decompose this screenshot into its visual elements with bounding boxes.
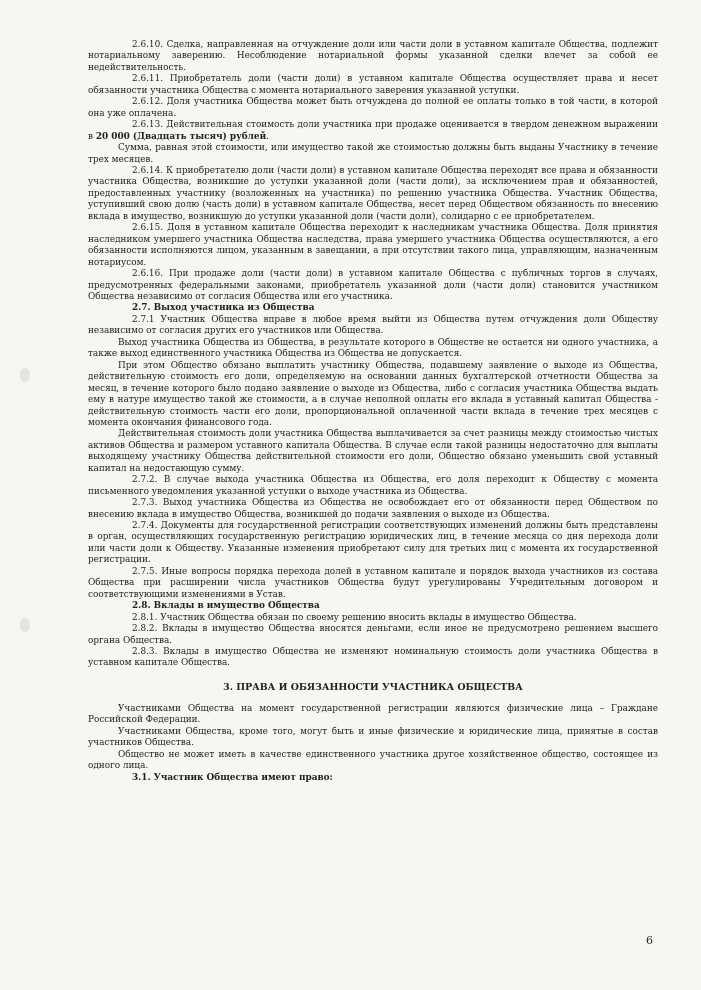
paragraph-text: 2.6.13. Действительная стоимость доли участника при продаже оценивается в твердом денежном выражении в (88, 120, 658, 142)
paragraph-text: При этом Общество обязано выплатить участнику Общества, подавшему заявление о выходе из Общества, действительную стоимость его доли, определяемую на основании данных бухгалтерской отчетности Общества за месяц, в течение которого было подано заявление о выходе из Общества, либо с согласия участника Общества выдать ему в натуре имущество такой же стоимости, а в случае неполной оплаты его вклада в уставный капитал Общества - действительную стоимость части его доли, пропорциональной оплаченной части вклада в течение трех месяцев с момента окончания финансового года. (88, 360, 658, 428)
subsection-heading (88, 601, 658, 612)
subsection-heading (88, 303, 658, 314)
paragraph-text: 3. ПРАВА И ОБЯЗАННОСТИ УЧАСТНИКА ОБЩЕСТВА (223, 681, 523, 693)
paragraph (88, 567, 658, 601)
paragraph (88, 624, 658, 647)
punch-hole-mark (20, 618, 30, 632)
paragraph (88, 166, 658, 223)
paragraph-text: 2.6.11. Приобретатель доли (части доли) в уставном капитале Общества осуществляет права и несет обязанности участника Общества с момента нотариального заверения указанной уступки. (88, 74, 658, 96)
paragraph (88, 475, 658, 498)
paragraph (88, 498, 658, 521)
paragraph (88, 97, 658, 120)
paragraph (88, 269, 658, 303)
paragraph (88, 727, 658, 750)
paragraph (88, 74, 658, 97)
paragraph (88, 315, 658, 338)
paragraph (88, 521, 658, 567)
paragraph-text: 2.7.4. Документы для государственной регистрации соответствующих изменений должны быть представлены в орган, осуществляющих государственную регистрацию юридических лиц, в течение месяца со дня перехода доли или части доли к Обществу. Указанные изменения приобретают силу для третьих лиц с момента их государственной регистрации. (88, 521, 658, 566)
paragraph-text: 2.7. Выход участника из Общества (132, 303, 315, 314)
paragraph-text: Выход участника Общества из Общества, в результате которого в Обществе не остается ни одного участника, а также выход единственного участника Общества из Общества не допускается. (88, 337, 658, 360)
paragraph (88, 704, 658, 727)
paragraph-text: 2.8.3. Вклады в имущество Общества не изменяют номинальную стоимость доли участника Общества в уставном капитале Общества. (88, 647, 658, 669)
paragraph (88, 143, 658, 166)
paragraph-text: 2.7.5. Иные вопросы порядка перехода долей в уставном капитале и порядок выхода участников из состава Общества при расширении числа участников Общества будут урегулированы Учредительным договором и соответствующими изменениями в Устав. (88, 566, 658, 600)
paragraph (88, 338, 658, 361)
document-body (88, 40, 658, 784)
paragraph-text: Общество не может иметь в качестве единственного участника другое хозяйственное общество, состоящее из одного лица. (88, 749, 658, 772)
subsection-heading (88, 773, 658, 784)
paragraph-text: 2.6.12. Доля участника Общества может быть отчуждена до полной ее оплаты только в той части, в которой она уже оплачена. (88, 97, 658, 119)
paragraph-text: Действительная стоимость доли участника Общества выплачивается за счет разницы между стоимостью чистых активов Общества и размером уставного капитала Общества. В случае если такой разницы недостаточно для выплаты выходящему участнику Общества действительной стоимости его доли, Общество обязано уменьшить свой уставный капитал на недостающую сумму. (88, 429, 658, 474)
paragraph-text: 2.6.16. При продаже доли (части доли) в уставном капитале Общества с публичных торгов в случаях, предусмотренных федеральными законами, приобретатель указанной доли (части доли) становится участником Общества независимо от согласия Общества или его участника. (88, 269, 658, 302)
paragraph-text: Сумма, равная этой стоимости, или имущество такой же стоимостью должны быть выданы Участнику в течение трех месяцев. (88, 143, 658, 165)
paragraph (88, 429, 658, 475)
paragraph (88, 223, 658, 269)
paragraph (88, 750, 658, 773)
paragraph-text: Участниками Общества на момент государственной регистрации являются физические лица – Граждане Российской Федерации. (88, 703, 658, 726)
paragraph (88, 120, 658, 143)
paragraph-text: 2.6.14. К приобретателю доли (части доли) в уставном капитале Общества переходят все права и обязанности участника Общества, возникшие до уступки указанной доли (части доли), за исключением прав и обязанностей, предоставленных участнику (возложенных на участника) по решению участника Общества. Участник Общества, уступивший свою долю (часть доли) в уставном капитале Общества, несет перед Обществом обязанность по внесению вклада в имущество, возникшую до уступки указанной доли (части доли), солидарно с ее приобретателем. (88, 165, 658, 222)
paragraph-tail: . (266, 131, 269, 142)
paragraph-text: 2.8. Вклады в имущество Общества (132, 601, 320, 612)
paragraph (88, 361, 658, 430)
paragraph-text: 2.6.15. Доля в уставном капитале Общества переходит к наследникам участника Общества. Доля принятия наследником умершего участника Общества наследства, права умершего участника Общества осуществляются, а его обязанности исполняются лицом, указанным в завещании, а при отсутствии такого лица, управляющим, назначенным нотариусом. (88, 223, 658, 268)
paragraph (88, 40, 658, 74)
paragraph-text: 2.8.2. Вклады в имущество Общества вносятся деньгами, если иное не предусмотрено решением высшего органа Общества. (88, 624, 658, 646)
paragraph-text: 2.7.2. В случае выхода участника Общества из Общества, его доля переходит к Обществу с момента письменного уведомления указанной уступки о выходе участника из Общества. (88, 475, 658, 497)
paragraph-text: 3.1. Участник Общества имеют право: (132, 772, 333, 783)
paragraph-text: 2.8.1. Участник Общества обязан по своему решению вносить вклады в имущество Общества. (132, 612, 577, 623)
section-heading (88, 682, 658, 694)
page-number: 6 (646, 934, 653, 947)
emphasis-text: 20 000 (Двадцать тысяч) рублей (95, 131, 267, 142)
paragraph (88, 613, 658, 624)
paragraph-text: 2.6.10. Сделка, направленная на отчуждение доли или части доли в уставном капитале Общества, подлежит нотариальному заверению. Несоблюдение нотариальной формы указанной сделки влечет за собой ее недействительность. (88, 40, 658, 73)
punch-hole-mark (20, 368, 30, 382)
paragraph (88, 647, 658, 670)
paragraph-text: 2.7.3. Выход участника Общества из Общества не освобождает его от обязанности перед Обществом по внесению вклада в имущество Общества, возникшей до подачи заявления о выходе из Общества. (88, 498, 658, 520)
paragraph-text: 2.7.1 Участник Общества вправе в любое время выйти из Общества путем отчуждения доли Обществу независимо от согласия других его участников или Общества. (88, 314, 658, 337)
paragraph-text: Участниками Общества, кроме того, могут быть и иные физические и юридические лица, принятые в состав участников Общества. (88, 726, 658, 749)
